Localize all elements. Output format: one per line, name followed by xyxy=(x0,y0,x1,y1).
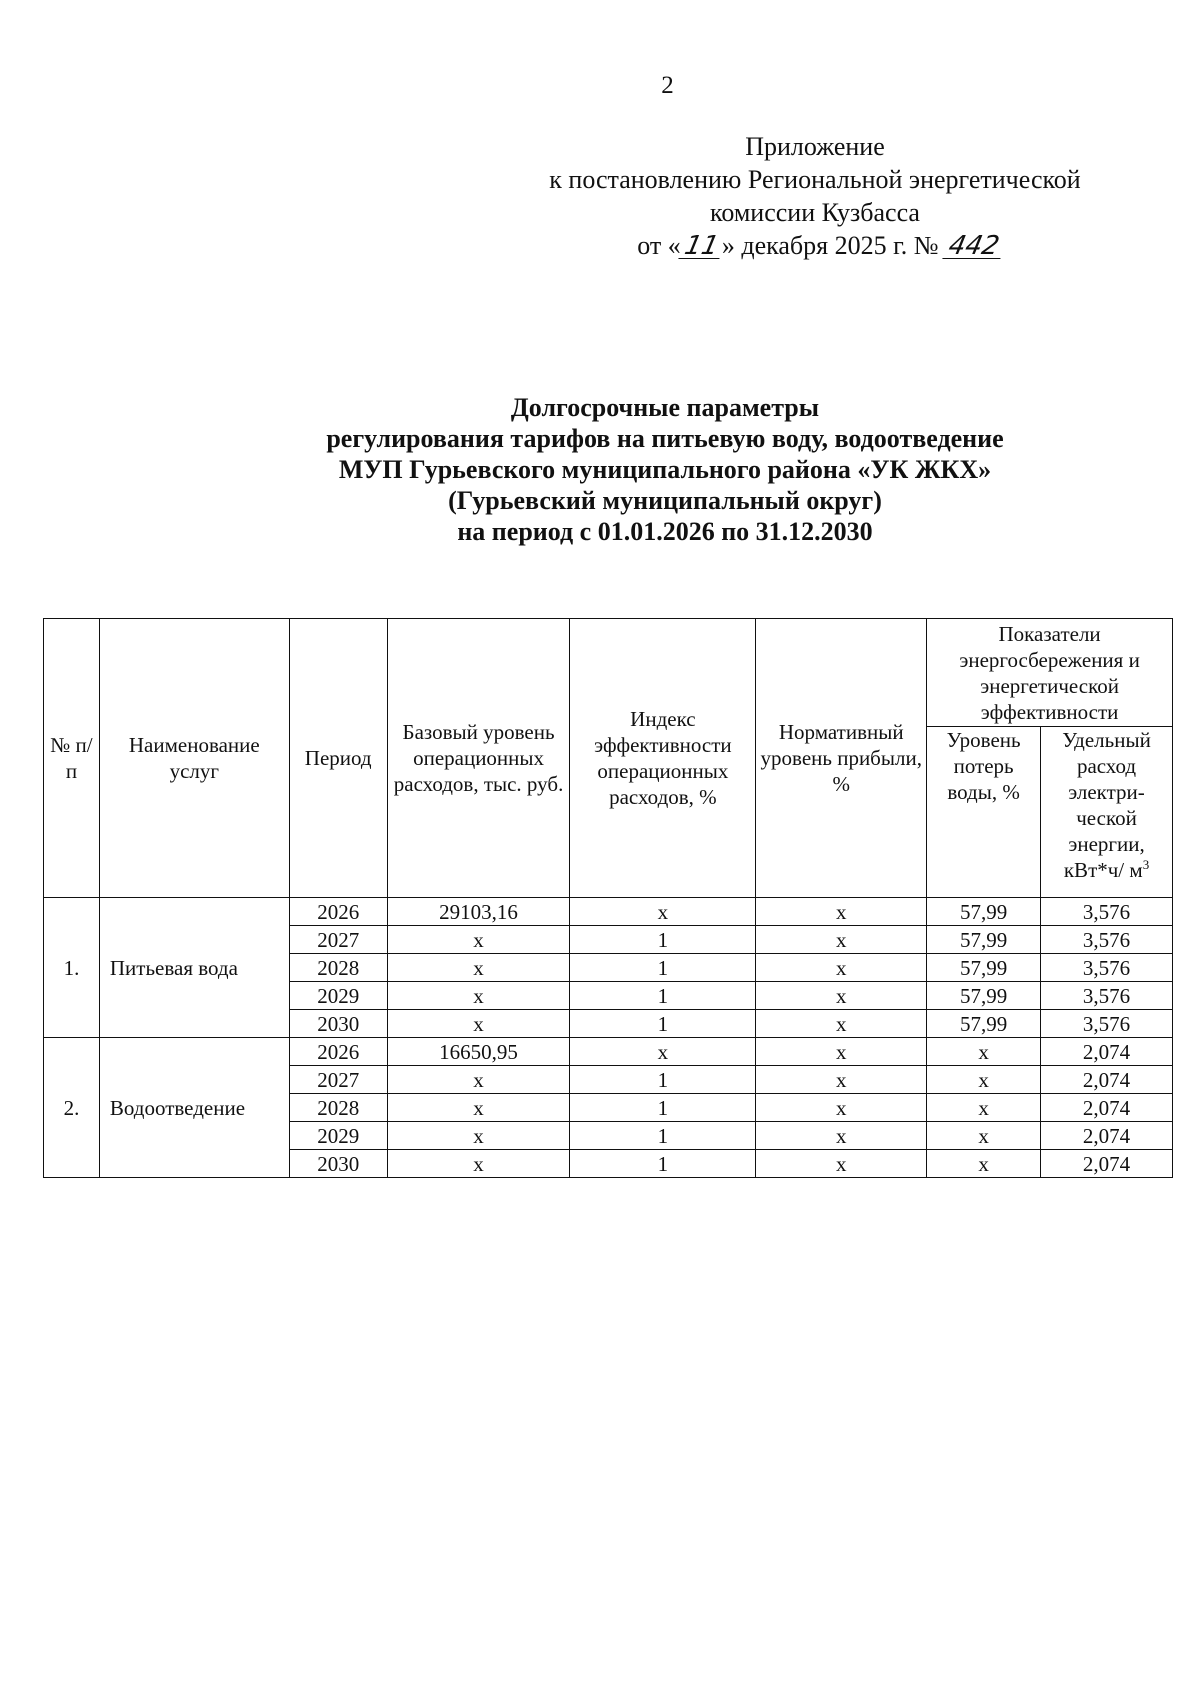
period-cell: 2029 xyxy=(289,1122,387,1150)
title-line-4: (Гурьевский муниципальный округ) xyxy=(448,486,882,515)
profit-level-cell: х xyxy=(756,1010,927,1038)
date-prefix: от « xyxy=(637,231,681,260)
header-energy-group: Показатели энергосбережения и энергетической эффективности xyxy=(927,619,1173,727)
efficiency-index-cell: 1 xyxy=(570,1066,756,1094)
appendix-line-2: к постановлению Региональной энергетической xyxy=(549,165,1081,194)
profit-level-cell: х xyxy=(756,1066,927,1094)
base-level-cell: х xyxy=(387,1150,570,1178)
header-profit-level: Нормативный уровень прибыли, % xyxy=(756,619,927,898)
efficiency-index-cell: 1 xyxy=(570,1122,756,1150)
service-number: 2. xyxy=(44,1038,100,1178)
period-cell: 2030 xyxy=(289,1150,387,1178)
appendix-block xyxy=(520,130,1110,262)
service-name: Питьевая вода xyxy=(99,898,289,1038)
electricity-use-cell: 2,074 xyxy=(1041,1122,1173,1150)
base-level-cell: х xyxy=(387,1010,570,1038)
water-losses-cell: х xyxy=(927,1094,1041,1122)
profit-level-cell: х xyxy=(756,982,927,1010)
appendix-line-3: комиссии Кузбасса xyxy=(710,198,920,227)
period-cell: 2028 xyxy=(289,1094,387,1122)
water-losses-cell: 57,99 xyxy=(927,926,1041,954)
header-water-losses: Уровень потерь воды, % xyxy=(927,727,1041,898)
efficiency-index-cell: 1 xyxy=(570,982,756,1010)
handwritten-number: 442 xyxy=(942,234,1005,259)
title-line-3: МУП Гурьевского муниципального района «УК ЖКХ» xyxy=(338,455,992,484)
title-line-1: Долгосрочные параметры xyxy=(510,393,820,422)
efficiency-index-cell: 1 xyxy=(570,1094,756,1122)
water-losses-cell: 57,99 xyxy=(927,1010,1041,1038)
water-losses-cell: 57,99 xyxy=(927,954,1041,982)
profit-level-cell: х xyxy=(756,926,927,954)
base-level-cell: 29103,16 xyxy=(387,898,570,926)
electricity-use-cell: 2,074 xyxy=(1041,1150,1173,1178)
header-num: № п/п xyxy=(44,619,100,898)
header-service: Наименование услуг xyxy=(99,619,289,898)
water-losses-cell: х xyxy=(927,1038,1041,1066)
profit-level-cell: х xyxy=(756,1094,927,1122)
efficiency-index-cell: х xyxy=(570,898,756,926)
base-level-cell: х xyxy=(387,1122,570,1150)
efficiency-index-cell: 1 xyxy=(570,1150,756,1178)
efficiency-index-cell: 1 xyxy=(570,954,756,982)
water-losses-cell: х xyxy=(927,1122,1041,1150)
appendix-title: Приложение xyxy=(745,132,885,161)
table-row xyxy=(44,1038,1173,1066)
profit-level-cell: х xyxy=(756,1122,927,1150)
efficiency-index-cell: 1 xyxy=(570,926,756,954)
header-base-level: Базовый уровень операционных расходов, тыс. руб. xyxy=(387,619,570,898)
appendix-date-line xyxy=(520,229,1110,262)
date-suffix: » декабря 2025 г. № xyxy=(721,231,939,260)
title-line-5: на период с 01.01.2026 по 31.12.2030 xyxy=(457,517,873,546)
page-number: 2 xyxy=(661,72,674,99)
base-level-cell: х xyxy=(387,1094,570,1122)
profit-level-cell: х xyxy=(756,954,927,982)
profit-level-cell: х xyxy=(756,898,927,926)
header-row-1 xyxy=(44,619,1173,727)
period-cell: 2026 xyxy=(289,898,387,926)
water-losses-cell: х xyxy=(927,1066,1041,1094)
header-electricity-use xyxy=(1041,727,1173,898)
electricity-use-cell: 3,576 xyxy=(1041,954,1173,982)
period-cell: 2030 xyxy=(289,1010,387,1038)
title-line-2: регулирования тарифов на питьевую воду, водоотведение xyxy=(326,424,1004,453)
table-body xyxy=(44,898,1173,1178)
electricity-use-label: Удельный расход электри-ческой энергии, кВт*ч/ м xyxy=(1062,728,1151,882)
efficiency-index-cell: х xyxy=(570,1038,756,1066)
table-row xyxy=(44,898,1173,926)
header-efficiency-index: Индекс эффективности операционных расходов, % xyxy=(570,619,756,898)
period-cell: 2028 xyxy=(289,954,387,982)
document-title xyxy=(40,392,1200,547)
efficiency-index-cell: 1 xyxy=(570,1010,756,1038)
electricity-use-cell: 3,576 xyxy=(1041,926,1173,954)
cubic-superscript: 3 xyxy=(1142,857,1150,872)
electricity-use-cell: 2,074 xyxy=(1041,1066,1173,1094)
base-level-cell: х xyxy=(387,954,570,982)
service-number: 1. xyxy=(44,898,100,1038)
period-cell: 2026 xyxy=(289,1038,387,1066)
base-level-cell: х xyxy=(387,1066,570,1094)
base-level-cell: 16650,95 xyxy=(387,1038,570,1066)
handwritten-day: 11 xyxy=(678,234,724,259)
header-period: Период xyxy=(289,619,387,898)
parameters-table xyxy=(43,618,1173,1178)
period-cell: 2029 xyxy=(289,982,387,1010)
electricity-use-cell: 3,576 xyxy=(1041,982,1173,1010)
base-level-cell: х xyxy=(387,926,570,954)
electricity-use-cell: 2,074 xyxy=(1041,1038,1173,1066)
electricity-use-cell: 3,576 xyxy=(1041,898,1173,926)
water-losses-cell: 57,99 xyxy=(927,898,1041,926)
water-losses-cell: х xyxy=(927,1150,1041,1178)
period-cell: 2027 xyxy=(289,926,387,954)
water-losses-cell: 57,99 xyxy=(927,982,1041,1010)
electricity-use-cell: 2,074 xyxy=(1041,1094,1173,1122)
profit-level-cell: х xyxy=(756,1150,927,1178)
profit-level-cell: х xyxy=(756,1038,927,1066)
base-level-cell: х xyxy=(387,982,570,1010)
service-name: Водоотведение xyxy=(99,1038,289,1178)
electricity-use-cell: 3,576 xyxy=(1041,1010,1173,1038)
period-cell: 2027 xyxy=(289,1066,387,1094)
